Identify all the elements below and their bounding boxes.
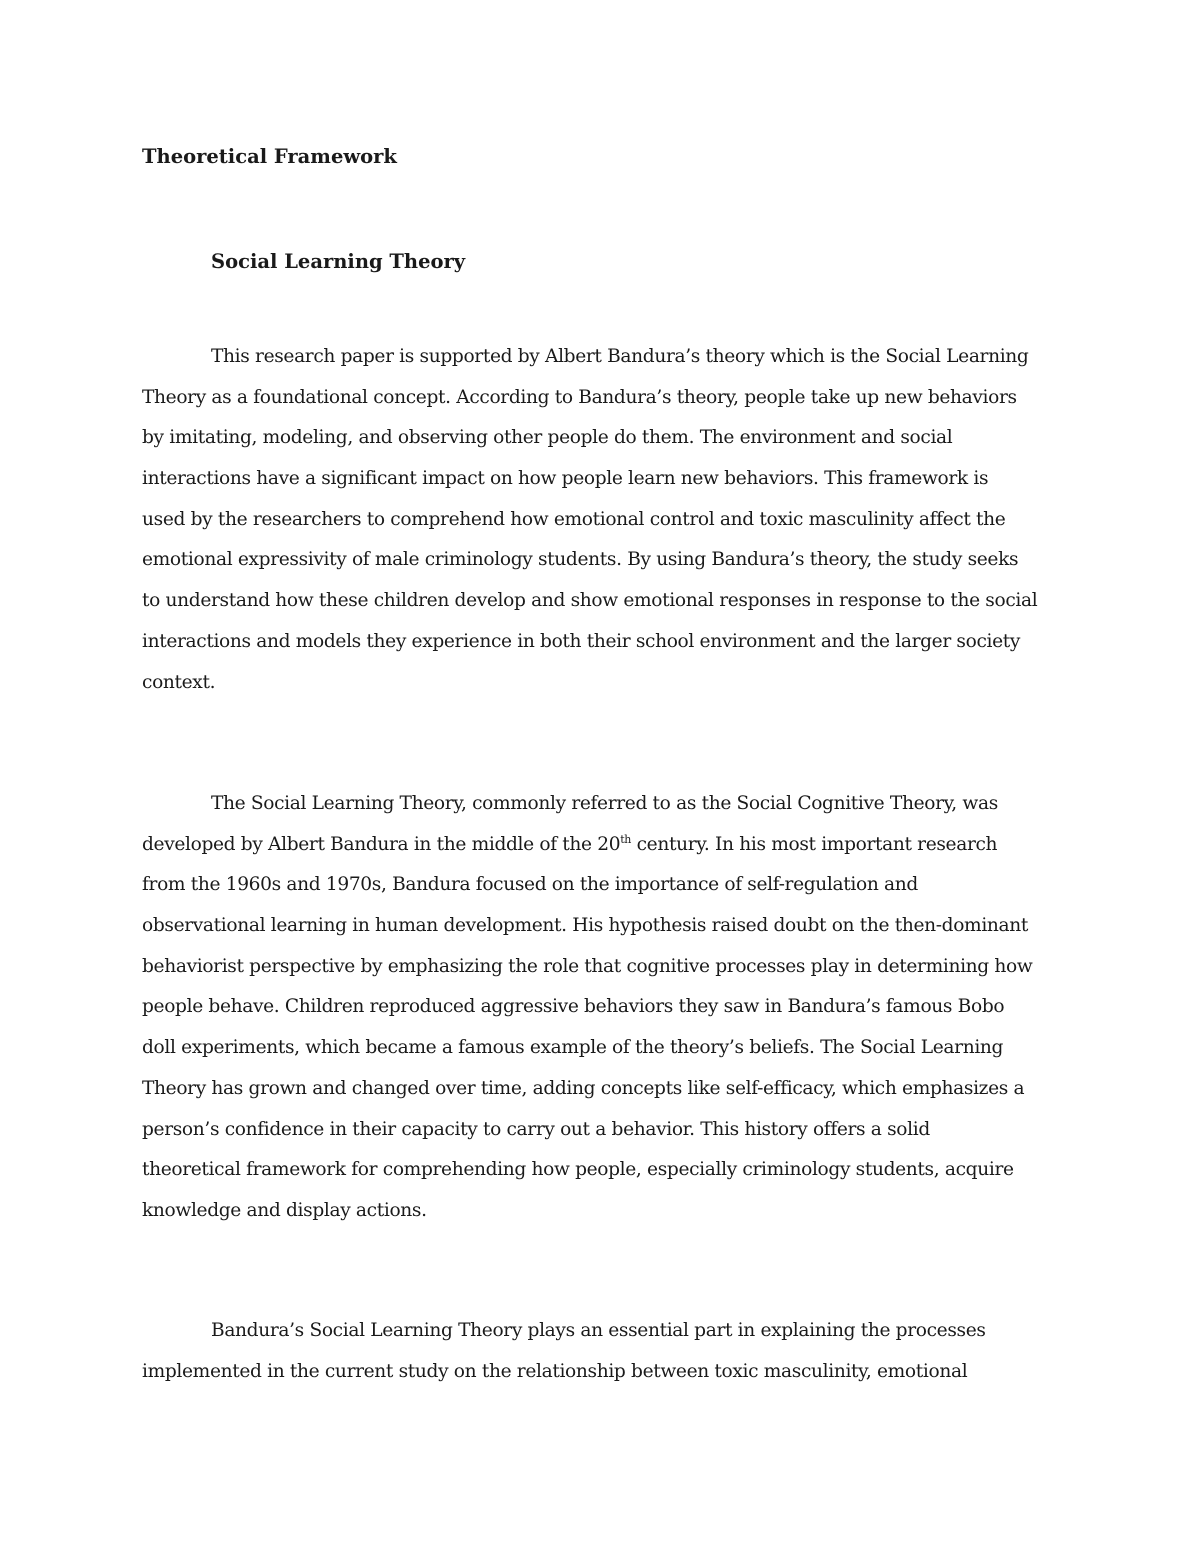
paragraph-line: person’s confidence in their capacity to carry out a behavior. This history offers a solid (142, 1118, 930, 1140)
paragraph-line: doll experiments, which became a famous example of the theory’s beliefs. The Social Learning (142, 1037, 1004, 1059)
paragraph-line: context. (142, 671, 216, 693)
superscript-text: th (620, 832, 632, 846)
line-text: century. In his most important research (631, 833, 998, 855)
paragraph-1 (142, 337, 1068, 703)
section-subheading: Social Learning Theory (211, 250, 466, 273)
paragraph-line: people behave. Children reproduced aggressive behaviors they saw in Bandura’s famous Bobo (142, 996, 1005, 1018)
paragraph-line: emotional expressivity of male criminology students. By using Bandura’s theory, the study seeks (142, 549, 1019, 571)
line-text: developed by Albert Bandura in the middle of the 20 (142, 833, 621, 855)
paragraph-line: Theory as a foundational concept. According to Bandura’s theory, people take up new behaviors (142, 386, 1017, 408)
paragraph-line: Theory has grown and changed over time, adding concepts like self-efficacy, which emphasizes a (142, 1077, 1025, 1099)
paragraph-2 (142, 784, 1068, 1232)
paragraph-line: observational learning in human development. His hypothesis raised doubt on the then-dominant (142, 915, 1029, 937)
paragraph-line: interactions have a significant impact on how people learn new behaviors. This framework is (142, 468, 989, 490)
paragraph-line: behaviorist perspective by emphasizing the role that cognitive processes play in determining how (142, 955, 1033, 977)
paragraph-line: used by the researchers to comprehend how emotional control and toxic masculinity affect the (142, 508, 1006, 530)
paragraph-line (142, 825, 1068, 866)
paragraph-3 (142, 1311, 1068, 1392)
paragraph-line: theoretical framework for comprehending how people, especially criminology students, acquire (142, 1159, 1014, 1181)
paragraph-line: The Social Learning Theory, commonly referred to as the Social Cognitive Theory, was (211, 793, 998, 814)
paragraph-line: to understand how these children develop and show emotional responses in response to the social (142, 590, 1038, 612)
paragraph-line: implemented in the current study on the relationship between toxic masculinity, emotional (142, 1360, 968, 1382)
paragraph-line: This research paper is supported by Albert Bandura’s theory which is the Social Learning (211, 346, 1029, 367)
paragraph-line: interactions and models they experience in both their school environment and the larger society (142, 630, 1021, 652)
section-heading: Theoretical Framework (142, 145, 397, 168)
paragraph-line: knowledge and display actions. (142, 1199, 427, 1221)
paragraph-line: from the 1960s and 1970s, Bandura focused on the importance of self-regulation and (142, 874, 918, 896)
paragraph-line: by imitating, modeling, and observing other people do them. The environment and social (142, 427, 953, 449)
paragraph-line: Bandura’s Social Learning Theory plays an essential part in explaining the processes (211, 1320, 986, 1341)
